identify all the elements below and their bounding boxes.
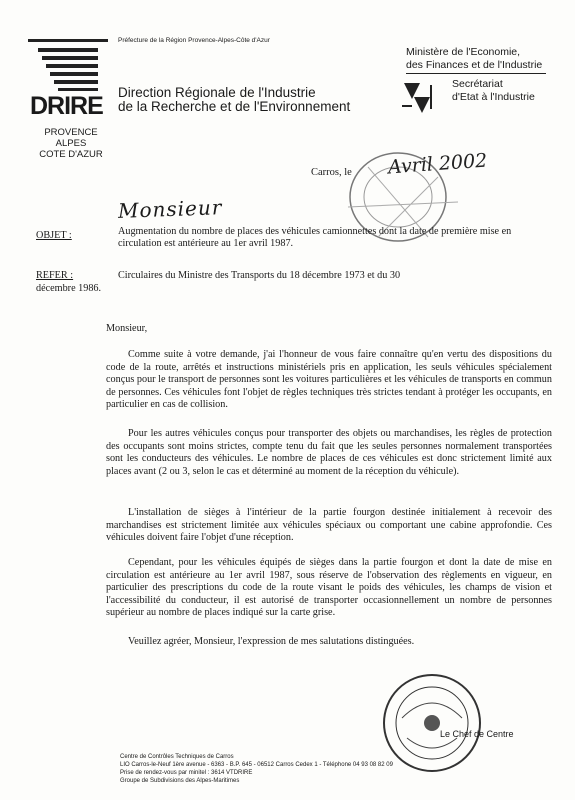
objet-label: OBJET : xyxy=(36,230,72,241)
footer-line-1: Centre de Contrôles Techniques de Carros xyxy=(120,754,234,760)
closing-line: Veuillez agréer, Monsieur, l'expression de mes salutations distinguées. xyxy=(128,636,415,647)
body-paragraph-2: Pour les autres véhicules conçus pour transporter des objets ou marchandises, les règles de protection des occupants sont moins strictes, compte tenu du fait que les seules personnes normalement transportées sont les conducteurs des véhicules. Le nombre de places de ces véhicules est donc strictement limité aux places avant (2 ou 3, selon le cas et déterminé au moment de la réception du véhicule). xyxy=(106,428,552,477)
refer-label: REFER : xyxy=(36,270,74,281)
region-name xyxy=(32,127,110,160)
secretariat-block xyxy=(452,78,535,104)
body-paragraph-1: Comme suite à votre demande, j'ai l'honneur de vous faire connaître qu'en vertu des dispositions du code de la route, arrêtés et instructions ministériels pris en application, les seuls véhicules spécialement conçus pour le transport de personnes sont les voitures particulières et les véhicules de transports en commun de personnes. Ces véhicules font l'objet de règles techniques très strictes tendant à protéger les occupants, en particulier en cas de collision. xyxy=(106,349,552,411)
salutation: Monsieur, xyxy=(106,323,148,334)
place-label: Carros, le xyxy=(311,167,352,178)
refer-text: Circulaires du Ministre des Transports du 18 décembre 1973 et du 30 xyxy=(118,270,401,281)
handwritten-greeting: Monsieur xyxy=(117,195,223,223)
footer-line-2: LIO Carros-le-Neuf 1ère avenue - 6363 - B.P. 645 - 06512 Carros Cedex 1 - Téléphone 04 93 08 82 09 xyxy=(120,762,393,768)
secretariat-line-2: d'Etat à l'Industrie xyxy=(452,91,535,103)
direction-line-2: de la Recherche et de l'Environnement xyxy=(118,99,351,114)
body-paragraph-3: L'installation de sièges à l'intérieur de la partie fourgon destinée initialement à recevoir des marchandises est strictement limitée aux véhicules spéciaux ou comportant une cabine approfondie. Ces véhicules doivent faire l'objet d'une réception. xyxy=(106,507,552,544)
logo-wordmark: DRIRE xyxy=(30,92,103,120)
objet-text: Augmentation du nombre de places des véhicules camionnettes dont la date de première mise en circulation est antérieure au 1er avril 1987. xyxy=(118,226,512,249)
region-line-2: COTE D'AZUR xyxy=(39,149,103,160)
signature-title: Le Chef de Centre xyxy=(440,729,514,739)
ministry-line-1: Ministère de l'Economie, xyxy=(406,46,521,58)
ministry-divider xyxy=(406,73,546,74)
direction-title xyxy=(118,86,350,114)
footer-line-4: Groupe de Subdivisions des Alpes-Maritimes xyxy=(120,778,240,784)
prefecture-line: Préfecture de la Région Provence-Alpes-Côte d'Azur xyxy=(118,37,270,44)
ministry-block xyxy=(406,46,546,76)
body-paragraph-4: Cependant, pour les véhicules équipés de sièges dans la partie fourgon et dont la date de mise en circulation est antérieure au 1er avril 1987, sous réserve de l'observation des règlements en vigueur, en particulier des prescriptions du code de la route visant le poids des véhicules, les champs de vision et l'accessibilité du conducteur, il est autorisé de transporter occasionnellement un nombre de personnes supérieur au nombre de places indiqué sur la carte grise. xyxy=(106,557,552,619)
handwritten-date: Avril 2002 xyxy=(387,149,488,179)
ministry-line-2: des Finances et de l'Industrie xyxy=(406,59,543,71)
refer-continuation: décembre 1986. xyxy=(36,283,102,294)
ministry-logo-icon xyxy=(400,75,448,115)
direction-line-1: Direction Régionale de l'Industrie xyxy=(118,85,316,100)
footer-line-3: Prise de rendez-vous par minitel : 3614 VTDRIRE xyxy=(120,770,253,776)
region-line-1: PROVENCE ALPES xyxy=(44,127,98,149)
footer-address xyxy=(120,753,540,785)
secretariat-line-1: Secrétariat xyxy=(452,78,503,90)
